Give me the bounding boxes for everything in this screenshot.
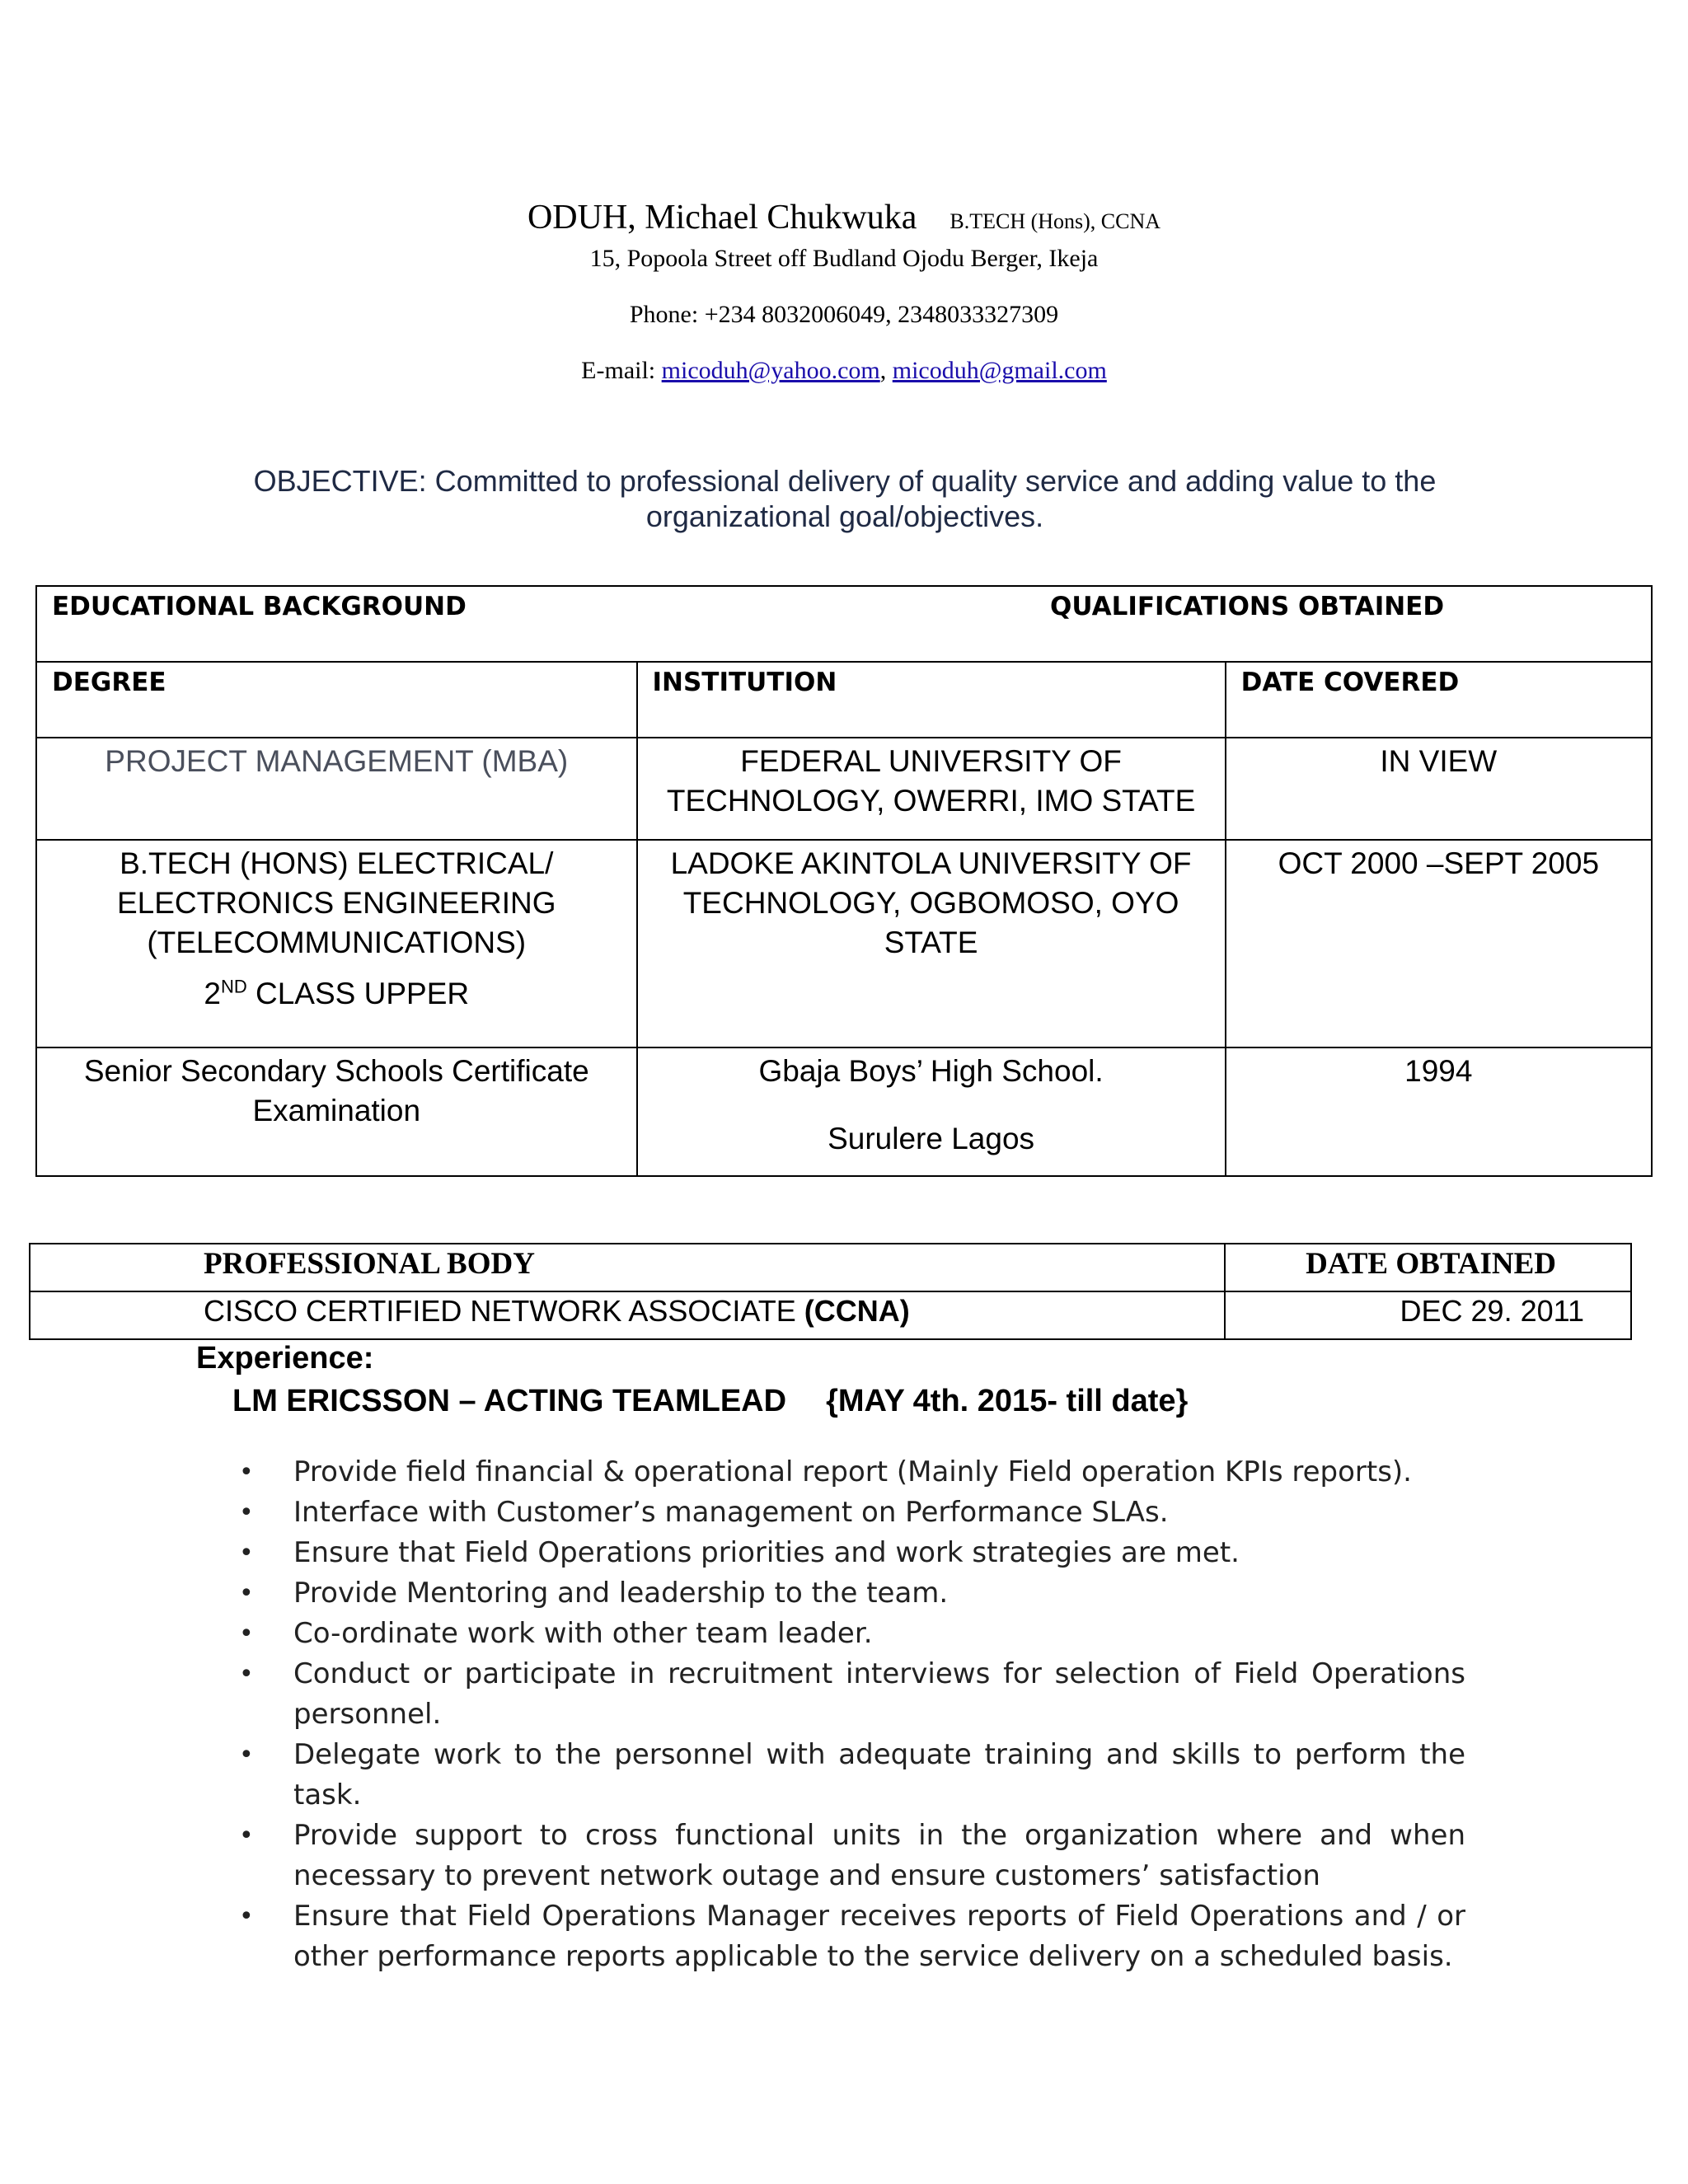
column-header-date-obtained: DATE OBTAINED [1225, 1244, 1631, 1291]
resume-header [0, 196, 1688, 387]
degree-text: B.TECH (HONS) ELECTRICAL/ ELECTRONICS ENGINEERING (TELECOMMUNICATIONS) [117, 846, 556, 959]
list-item [239, 1533, 1465, 1573]
institution-name: Gbaja Boys’ High School. [758, 1054, 1104, 1088]
column-header-professional-body: PROFESSIONAL BODY [30, 1244, 1225, 1291]
job-title-line [232, 1382, 1188, 1420]
table-row [36, 738, 1652, 840]
list-item [239, 1573, 1465, 1614]
education-table [35, 585, 1653, 1177]
date-cell: OCT 2000 –SEPT 2005 [1226, 840, 1652, 1047]
bullet-icon: • [239, 1579, 254, 1608]
bullet-icon: • [239, 1741, 254, 1769]
duty-text: Ensure that Field Operations Manager receives reports of Field Operations and / or other performance reports applicable to the service delivery on a scheduled basis. [293, 1900, 1465, 1973]
institution-cell: FEDERAL UNIVERSITY OF TECHNOLOGY, OWERRI, IMO STATE [637, 738, 1226, 840]
professional-body-table [29, 1243, 1632, 1340]
professional-header-row [30, 1244, 1631, 1291]
table-row [36, 840, 1652, 1047]
duty-text: Ensure that Field Operations priorities and work strategies are met. [293, 1536, 1240, 1569]
degree-cell [36, 840, 637, 1047]
duty-text: Co-ordinate work with other team leader. [293, 1617, 873, 1650]
email-line: E-mail: micoduh@yahoo.com, micoduh@gmail.com [581, 357, 1107, 384]
column-header-institution: INSTITUTION [637, 662, 1226, 738]
column-header-date: DATE COVERED [1226, 662, 1652, 738]
email-link-yahoo[interactable]: micoduh@yahoo.com [661, 357, 880, 384]
bullet-icon: • [239, 1660, 254, 1689]
education-title-cell [36, 586, 1652, 662]
date-cell: 1994 [1226, 1047, 1652, 1176]
professional-body-abbr: (CCNA) [804, 1294, 910, 1328]
bullet-icon: • [239, 1619, 254, 1648]
degree-class [49, 974, 625, 1014]
duty-text: Provide Mentoring and leadership to the team. [293, 1577, 949, 1610]
candidate-name: ODUH, Michael Chukwuka [527, 199, 917, 237]
address: 15, Popoola Street off Budland Ojodu Berger, Ikeja [589, 245, 1099, 272]
date-obtained-cell: DEC 29. 2011 [1225, 1291, 1631, 1339]
list-item [239, 1816, 1465, 1896]
experience-heading: Experience: [196, 1341, 374, 1376]
list-item [239, 1493, 1465, 1533]
table-row [30, 1291, 1631, 1339]
email-link-gmail[interactable]: micoduh@gmail.com [892, 357, 1107, 384]
duty-text: Provide support to cross functional units in the organization where and when necessary to prevent network outage and ensure customers’ satisfaction [293, 1819, 1465, 1892]
date-cell: IN VIEW [1226, 738, 1652, 840]
degree-class-number: 2 [204, 977, 221, 1010]
bullet-icon: • [239, 1902, 254, 1931]
professional-body-cell [30, 1291, 1225, 1339]
bullet-icon: • [239, 1539, 254, 1568]
degree-cell: Senior Secondary Schools Certificate Examination [36, 1047, 637, 1176]
degree-class-suffix: ND [220, 976, 247, 997]
bullet-icon: • [239, 1458, 254, 1487]
objective: OBJECTIVE: Committed to professional delivery of quality service and adding value to the organizational goal/objectives. [253, 464, 1437, 533]
list-item [239, 1452, 1465, 1493]
qualifications-title: QUALIFICATIONS OBTAINED [1050, 592, 1445, 621]
education-column-headers [36, 662, 1652, 738]
bullet-icon: • [239, 1821, 254, 1850]
candidate-credentials: B.TECH (Hons), CCNA [950, 209, 1161, 233]
bullet-icon: • [239, 1498, 254, 1527]
name-line [0, 196, 1688, 243]
table-row [36, 1047, 1652, 1176]
duty-text: Interface with Customer’s management on Performance SLAs. [293, 1496, 1169, 1529]
list-item [239, 1654, 1465, 1735]
duty-text: Conduct or participate in recruitment interviews for selection of Field Operations personnel. [293, 1657, 1465, 1731]
list-item [239, 1735, 1465, 1816]
phone: Phone: +234 8032006049, 2348033327309 [629, 301, 1059, 328]
education-title-row [36, 586, 1652, 662]
column-header-degree: DEGREE [36, 662, 637, 738]
duty-text: Provide field financial & operational report (Mainly Field operation KPIs reports). [293, 1455, 1412, 1488]
degree-cell: PROJECT MANAGEMENT (MBA) [36, 738, 637, 840]
duties-list [239, 1452, 1465, 1977]
institution-location: Surulere Lagos [828, 1122, 1035, 1155]
job-title: LM ERICSSON – ACTING TEAMLEAD [232, 1384, 787, 1418]
education-title: EDUCATIONAL BACKGROUND [52, 592, 467, 621]
job-dates: {MAY 4th. 2015- till date} [826, 1384, 1189, 1418]
degree-class-text: CLASS UPPER [246, 977, 470, 1010]
list-item [239, 1614, 1465, 1654]
institution-cell [637, 1047, 1226, 1176]
list-item [239, 1896, 1465, 1977]
institution-cell: LADOKE AKINTOLA UNIVERSITY OF TECHNOLOGY, OGBOMOSO, OYO STATE [637, 840, 1226, 1047]
duty-text: Delegate work to the personnel with adequate training and skills to perform the task. [293, 1738, 1465, 1811]
professional-body-name: CISCO CERTIFIED NETWORK ASSOCIATE [204, 1294, 796, 1328]
email-label: E-mail: [581, 357, 656, 384]
